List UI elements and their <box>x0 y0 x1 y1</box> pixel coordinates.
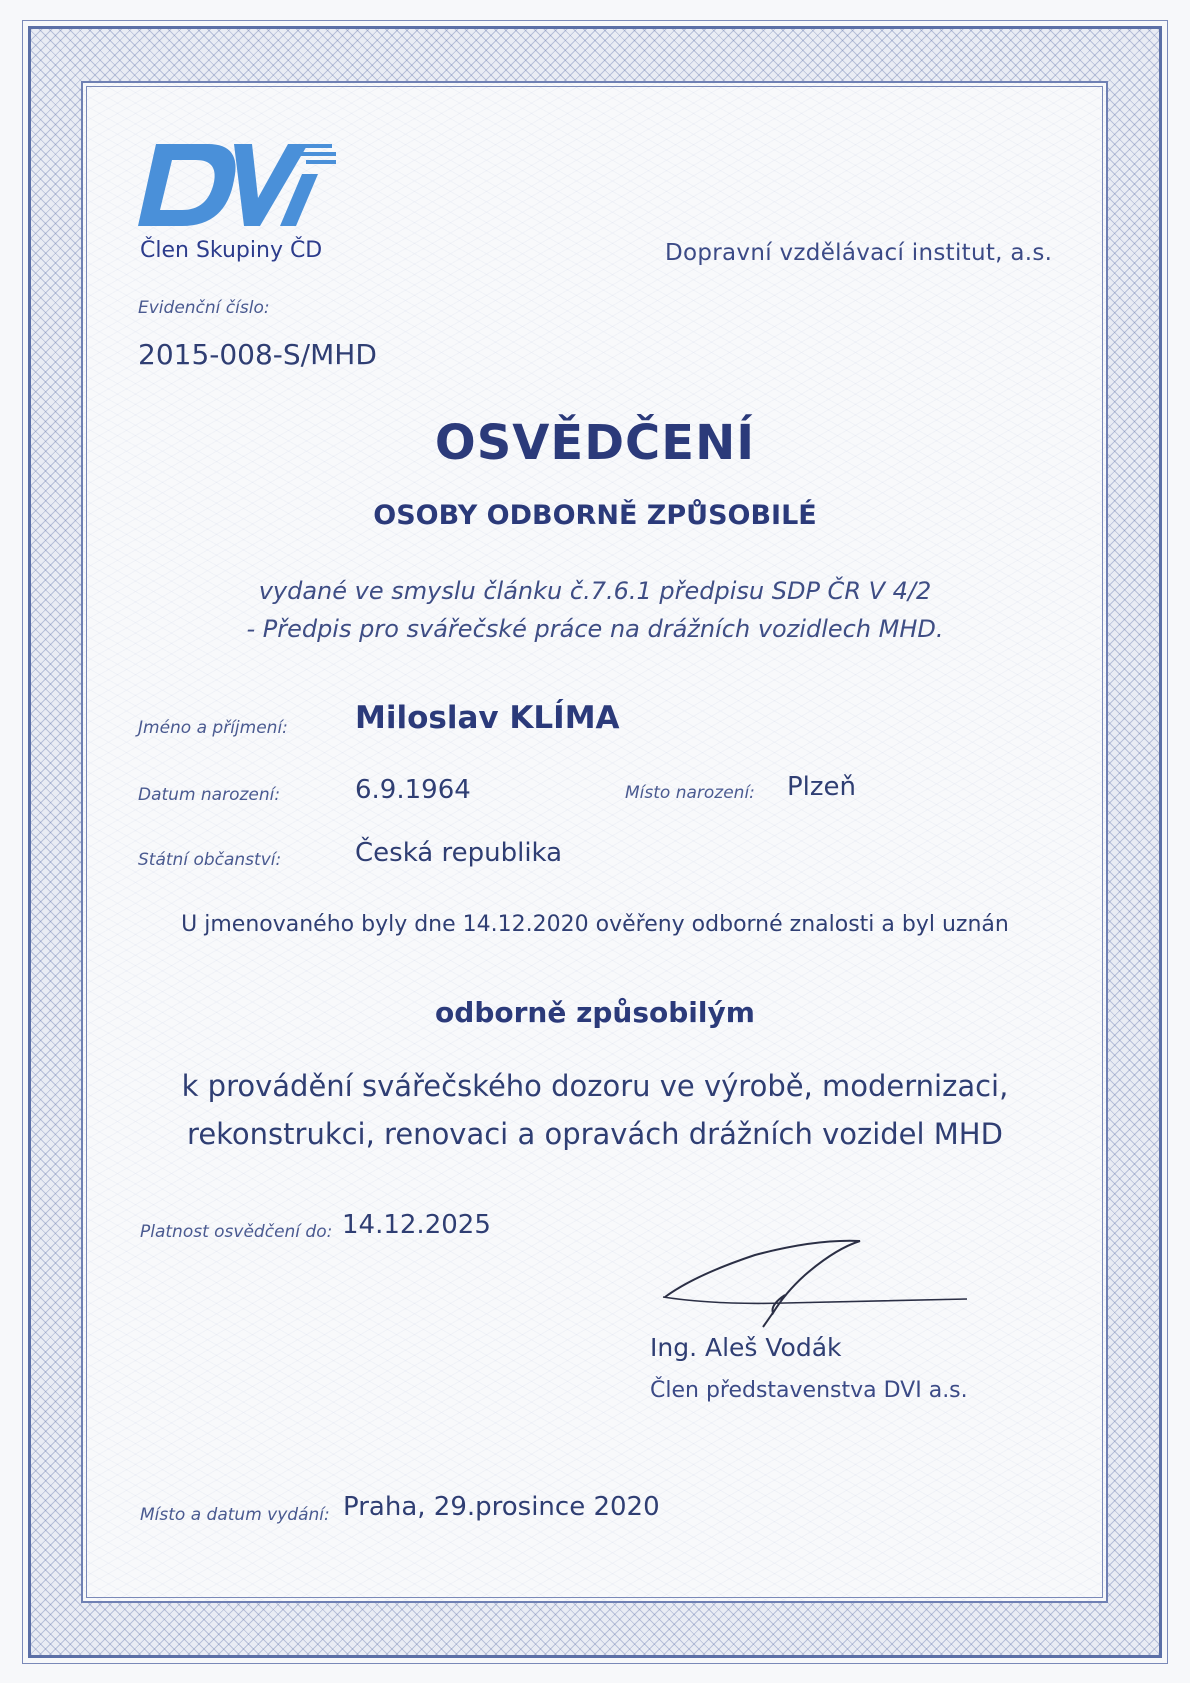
citizenship-label: Státní občanství: <box>138 850 282 870</box>
issued-line-1: vydané ve smyslu článku č.7.6.1 předpisu SDP ČR V 4/2 <box>258 577 932 605</box>
validity-label: Platnost osvědčení do: <box>140 1222 333 1242</box>
certificate-subtitle: OSOBY ODBORNĚ ZPŮSOBILÉ <box>373 500 817 531</box>
competence-scope <box>0 1062 1190 1158</box>
holder-name: Miloslav KLÍMA <box>355 700 620 736</box>
pob-value: Plzeň <box>787 772 857 802</box>
registration-label: Evidenční číslo: <box>138 298 270 318</box>
dvi-logo-icon <box>138 140 338 230</box>
dvi-logo <box>138 140 338 230</box>
dob-value: 6.9.1964 <box>355 775 471 805</box>
certificate-title: OSVĚDČENÍ <box>434 415 756 471</box>
issue-place-date-label: Místo a datum vydání: <box>140 1505 330 1525</box>
pob-label: Místo narození: <box>625 783 755 803</box>
dob-label: Datum narození: <box>138 785 281 805</box>
scope-line-1: k provádění svářečského dozoru ve výrobě, modernizaci, <box>181 1069 1009 1103</box>
member-of-group: Člen Skupiny ČD <box>140 238 323 263</box>
verification-statement: U jmenovaného byly dne 14.12.2020 ověřeny odborné znalosti a byl uznán <box>181 912 1009 937</box>
signature <box>655 1235 975 1349</box>
competence-heading: odborně způsobilým <box>435 996 755 1029</box>
issued-line-2: - Předpis pro svářečské práce na drážních vozidlech MHD. <box>246 615 944 643</box>
signer-name: Ing. Aleš Vodák <box>650 1333 842 1362</box>
signature-icon <box>655 1235 975 1345</box>
issue-place-date: Praha, 29.prosince 2020 <box>343 1492 660 1522</box>
citizenship-value: Česká republika <box>355 838 563 868</box>
signer-role: Člen představenstva DVI a.s. <box>650 1378 968 1403</box>
issued-basis <box>0 572 1190 648</box>
validity-date: 14.12.2025 <box>342 1210 491 1240</box>
registration-number: 2015-008-S/MHD <box>138 338 377 371</box>
name-label: Jméno a příjmení: <box>138 718 288 738</box>
institute-name: Dopravní vzdělávací institut, a.s. <box>665 240 1053 266</box>
scope-line-2: rekonstrukci, renovaci a opravách drážních vozidel MHD <box>187 1117 1003 1151</box>
